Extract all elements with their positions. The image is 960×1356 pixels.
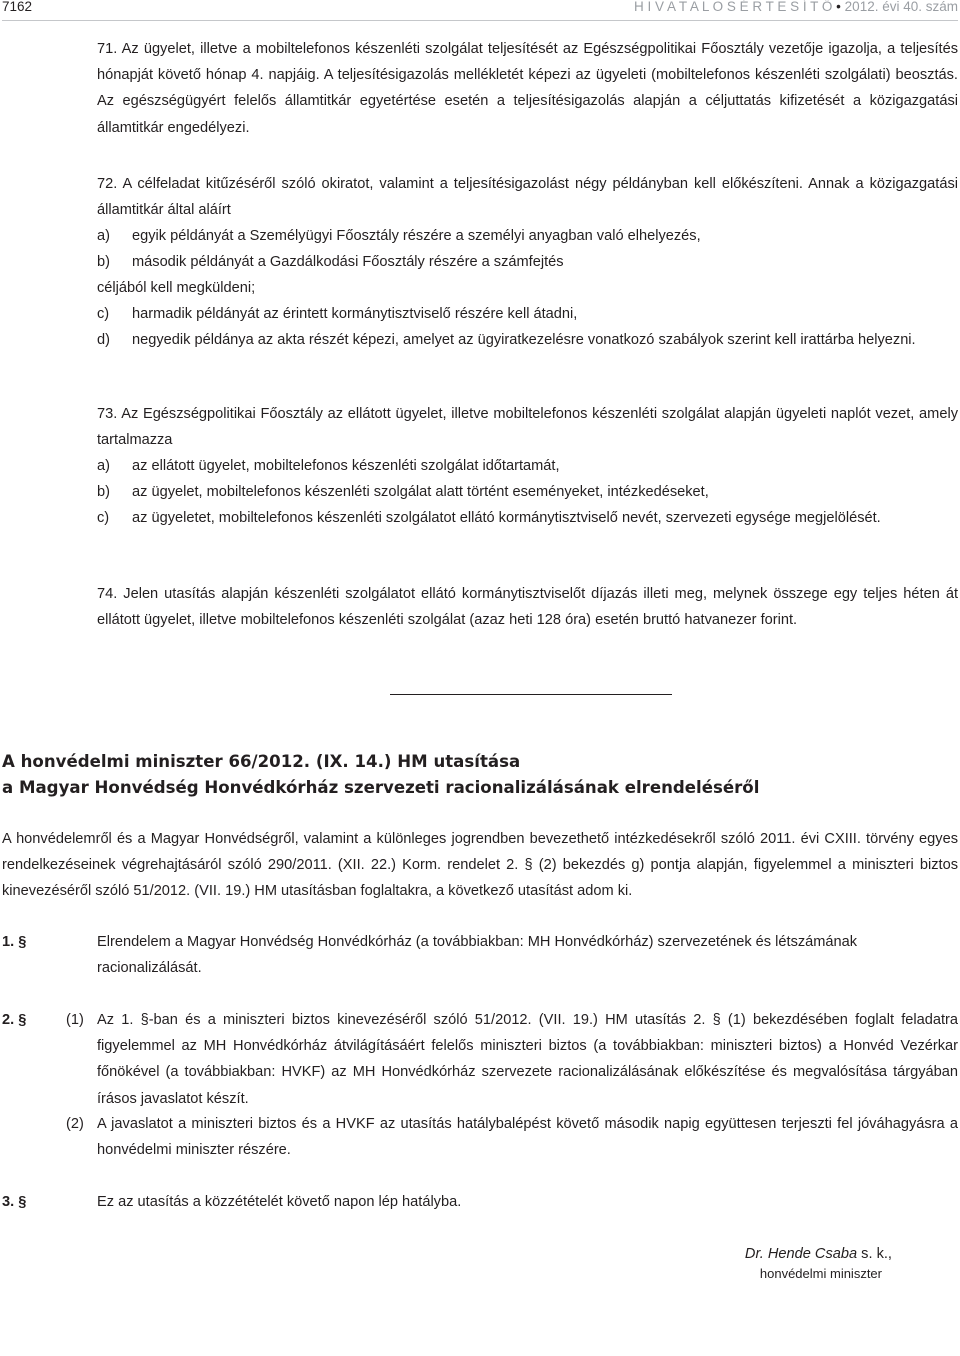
paragraph-72-intro: 72. A célfeladat kitűzéséről szóló okiratot, valamint a teljesítésigazolást négy példányban kell előkészíteni. Annak a közigazgatási államtitkár által aláírt [97,176,958,219]
section-number: 3. § [2,1194,27,1210]
section-text: Ez az utasítás a közzétételét követő napon lép hatályba. [97,1194,462,1210]
paragraph-73-intro: 73. Az Egészségpolitikai Főosztály az ellátott ügyelet, illetve mobiltelefonos készenléti szolgálat alapján ügyeleti naplót vezet, amely tartalmazza [97,406,958,449]
list-item-label: d) [97,332,110,349]
list-item-label: a) [97,458,110,474]
paragraph-72-list-cd [97,301,958,353]
section-divider [390,694,672,695]
list-item-text: egyik példányát a Személyügyi Főosztály részére a személyi anyagban való elhelyezés, [132,228,701,244]
list-item [97,479,958,505]
section-number: 1. § [2,934,27,950]
section-text: Elrendelem a Magyar Honvédség Honvédkórház (a továbbiakban: MH Honvédkórház) szervezetének és létszámának racionalizálását. [97,934,858,977]
list-item [97,223,958,249]
paragraph-73-list [97,453,958,532]
paragraph-71: 71. Az ügyelet, illetve a mobiltelefonos készenléti szolgálat teljesítését az Egészségpolitikai Főosztály vezetője igazolja, a teljesítés hónapját követő hónap 4. napjáig. A teljesítésigazolás mellékletét képezi az ügyeleti (mobiltelefonos készenléti szolgálati) beosztás. Az egészségügyért felelős államtitkár egyetértése esetén a teljesítésigazolás alapján a céljuttatás kifizetését a közigazgatási államtitkár engedélyezi. [97,41,958,136]
list-item-text: második példányát a Gazdálkodási Főosztály részére a számfejtés [132,254,564,271]
list-item [97,249,958,275]
subsection-text: A javaslatot a miniszteri biztos és a HVKF az utasítás hatálybalépést követő második napig együttesen terjeszti fel jóváhagyásra a honvédelmi miniszter részére. [97,1116,958,1159]
document-title: A honvédelmi miniszter 66/2012. (IX. 14.) HM utasítása [2,752,521,771]
paragraph-74: 74. Jelen utasítás alapján készenléti szolgálatot ellátó kormánytisztviselőt díjazás illeti meg, melynek összege egy teljes héten át ellátott ügyelet, illetve mobiltelefonos készenléti szolgálat (azaz heti 128 óra) esetén bruttó hatvanezer forint. [97,586,958,629]
header-separator: • [836,0,841,14]
issue-number: 2012. évi 40. szám [844,0,958,14]
list-item [97,505,958,531]
document-subtitle: a Magyar Honvédség Honvédkórház szervezeti racionalizálásának elrendeléséről [2,778,760,797]
subsection-number: (2) [66,1116,84,1132]
header-rule [2,20,958,21]
list-item [97,301,958,327]
list-item-text: az ügyelet, mobiltelefonos készenléti szolgálat alatt történt eseményeket, intézkedéseket, [132,484,709,501]
list-item-text: harmadik példányát az érintett kormánytisztviselő részére kell átadni, [132,306,578,322]
preamble: A honvédelemről és a Magyar Honvédségről, valamint a különleges jogrendben bevezethető intézkedésekről szóló 2011. évi CXIII. törvény egyes rendelkezéseinek végrehajtásáról szóló 290/2011. (XII. 22.) Korm. rendelet 2. § (2) bekezdés g) pontja alapján, figyelemmel a miniszteri biztos kinevezéséről szóló 51/2012. (VII. 19.) HM utasításban foglaltakra, a következő utasítást adom ki. [2,831,958,900]
list-item-label: c) [97,510,110,527]
list-item-text: az ügyeletet, mobiltelefonos készenléti szolgálatot ellátó kormánytisztviselő nevét, szervezeti egysége megjelölését. [132,510,881,527]
paragraph-72-middle: céljából kell megküldeni; [97,280,256,296]
journal-name: H I V A T A L O S É R T E S Í T Ő [634,0,833,14]
list-item-label: a) [97,228,110,244]
signatory-suffix: s. k., [857,1246,892,1262]
signatory-line [745,1244,892,1264]
running-head [634,0,958,14]
list-item [97,453,958,479]
page-number: 7162 [2,0,33,14]
list-item-label: c) [97,306,110,322]
section-number: 2. § [2,1012,27,1028]
subsection-text: Az 1. §-ban és a miniszteri biztos kinevezéséről szóló 51/2012. (VII. 19.) HM utasítás 2. § (1) bekezdésében foglalt feladatra figyelemmel az MH Honvédkórház átvilágításáért felelős miniszteri biztos (a továbbiakban: miniszteri biztos) a Honvéd Vezérkar főnökével (a továbbiakban: HVKF) az MH Honvédkórház szervezete racionalizálásának előkészítése és megvalósítása tárgyában írásos javaslatot készít. [97,1012,958,1107]
signatory-name: Dr. Hende Csaba [744,1246,858,1262]
list-item-label: b) [97,254,110,271]
page-header [2,0,958,14]
signature-block [745,1244,892,1284]
list-item-text: az ellátott ügyelet, mobiltelefonos készenléti szolgálat időtartamát, [132,458,560,474]
signatory-role: honvédelmi miniszter [759,1266,882,1281]
subsection-number: (1) [66,1012,84,1028]
list-item-label: b) [97,484,110,501]
list-item-text: negyedik példánya az akta részét képezi, amelyet az ügyiratkezelésre vonatkozó szabályok szerint kell irattárba helyezni. [132,332,916,349]
paragraph-72-list-ab [97,223,958,275]
list-item [97,327,958,353]
